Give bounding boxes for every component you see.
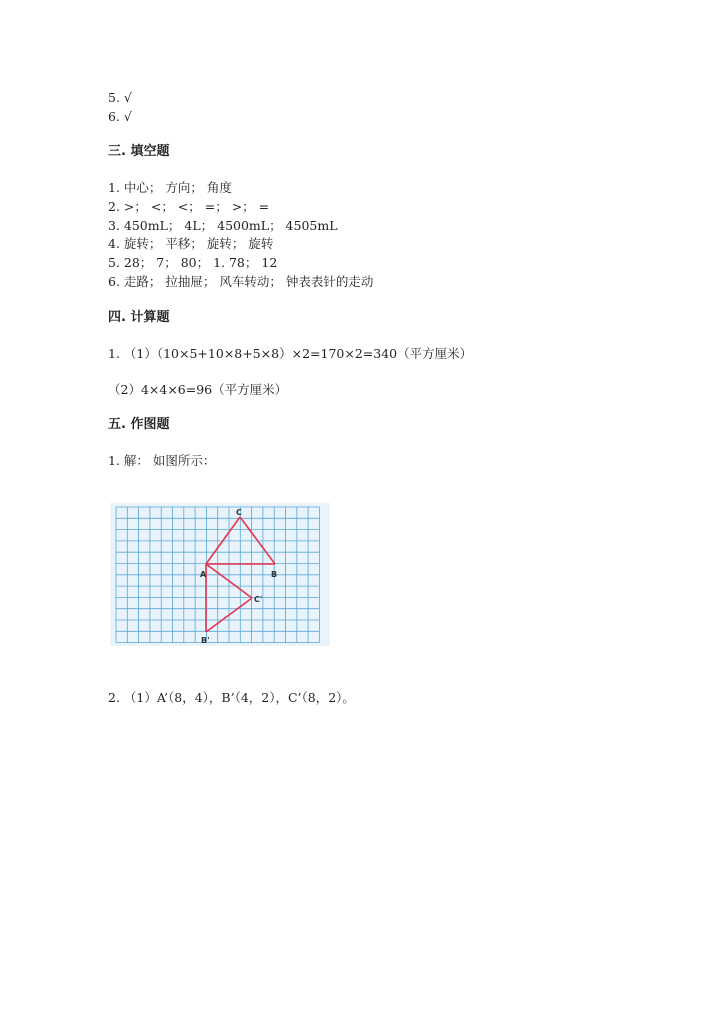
fill-blank-answer-6: 6. 走路； 拉抽屉； 风车转动； 钟表表针的走动 xyxy=(108,274,374,289)
grid-figure-svg xyxy=(110,503,330,646)
label-a: A xyxy=(200,570,207,579)
section-heading-calculation: 四. 计算题 xyxy=(108,310,170,325)
drawing-answer-1: 1. 解： 如图所示： xyxy=(108,453,216,468)
section-heading-drawing: 五. 作图题 xyxy=(108,417,170,432)
fill-blank-answer-5: 5. 28； 7； 80； 1. 78； 12 xyxy=(108,255,278,270)
fill-blank-answer-3: 3. 450mL； 4L； 4500mL； 4505mL xyxy=(108,218,338,233)
fill-blank-answer-2: 2. >； <； <； =； >； = xyxy=(108,199,270,214)
label-c: C xyxy=(236,508,242,517)
calculation-answer-2: （2）4×4×6=96（平方厘米） xyxy=(108,382,288,397)
fill-blank-answer-4: 4. 旋转； 平移； 旋转； 旋转 xyxy=(108,236,274,251)
grid-figure xyxy=(110,503,330,646)
calculation-answer-1: 1. （1）（10×5+10×8+5×8）×2=170×2=340（平方厘米） xyxy=(108,346,473,361)
section-heading-fill-blank: 三. 填空题 xyxy=(108,144,170,159)
answer-5: 5. √ xyxy=(108,90,132,105)
fill-blank-answer-1: 1. 中心； 方向； 角度 xyxy=(108,180,232,195)
label-b-prime: B' xyxy=(201,636,210,645)
label-c-prime: C' xyxy=(254,595,263,604)
drawing-answer-2: 2. （1）A’（8，4），B’（4，2），C’（8，2）。 xyxy=(108,690,355,705)
answer-6: 6. √ xyxy=(108,109,132,124)
label-b: B xyxy=(271,570,278,579)
